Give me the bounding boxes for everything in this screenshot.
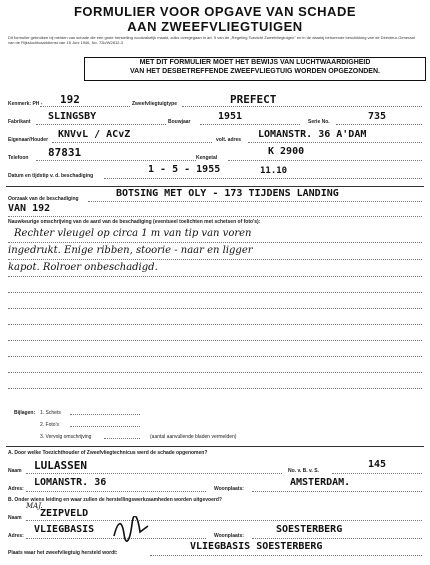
line-omschr9 <box>8 372 422 373</box>
value-a-woonplaats: AMSTERDAM. <box>290 477 351 488</box>
label-bouwjaar: Bouwjaar <box>168 119 191 125</box>
line-eigenaar <box>52 142 212 143</box>
line-a-woonplaats <box>252 491 422 492</box>
line-omschr10 <box>8 388 422 389</box>
label-a-nr: No. v. B. v. S. <box>288 468 319 474</box>
value-kenmerk: 192 <box>60 93 80 106</box>
label-a-naam: Naam <box>8 468 22 474</box>
label-bijlage-schets: 1. Schets <box>40 410 61 416</box>
line-kengetal <box>228 160 422 161</box>
line-a-nr <box>332 473 422 474</box>
line-kenmerk <box>40 106 130 107</box>
value-b-naam: ZEIPVELD <box>40 508 89 519</box>
form-fineprint: Dit formulier gebruiken bij melden van schade die een grote herstelling noodzakelijk maakt, zulks overgegaan in art. 9 van de „Regeling Toezicht Zweefvliegtuigen" en in de daarbij behorende beschikking van de Directeur-Generaal van de Rijksluchtvaartdienst van 15 Juni 1946, No. 72b/W2812-3 <box>8 35 415 45</box>
line-bijlage1 <box>70 414 140 415</box>
line-oorzaak2 <box>8 216 422 217</box>
value-b-adres: VLIEGBASIS <box>34 524 95 535</box>
line-omschr6 <box>8 324 422 325</box>
label-datum: Datum en tijdstip v. d. beschadiging <box>8 173 94 179</box>
line-bouwjaar <box>200 124 300 125</box>
label-b-woonplaats: Woonplaats: <box>214 533 244 539</box>
form-title-line2: AAN ZWEEFVLIEGTUIGEN <box>127 19 303 34</box>
line-omschr3 <box>8 276 422 277</box>
label-bijlage-fotos: 2. Foto's <box>40 422 60 428</box>
divider-2 <box>6 446 424 447</box>
value-a-nr: 145 <box>368 459 387 470</box>
value-oorzaak-line2: VAN 192 <box>8 203 51 214</box>
value-b-naam-prefix: MAJ. <box>26 502 43 510</box>
label-eigenaar: Eigenaar/Houder <box>8 137 49 143</box>
question-b: B. Onder wiens leiding en waar zullen de herstellingswerkzaamheden worden uitgevoerd? <box>8 497 222 503</box>
value-b-woonplaats: SOESTERBERG <box>276 524 343 535</box>
line-b-plaats <box>150 555 422 556</box>
value-telefoon: 87831 <box>48 146 82 159</box>
line-b-woonplaats <box>252 538 422 539</box>
value-type: PREFECT <box>230 93 277 106</box>
value-datum: 1 - 5 - 1955 <box>148 164 221 175</box>
label-b-adres: Adres: <box>8 533 24 539</box>
line-oorzaak1 <box>88 201 422 202</box>
label-a-woonplaats: Woonplaats: <box>214 486 244 492</box>
label-a-adres: Adres: <box>8 486 24 492</box>
value-omschrijving-line1: Rechter vleugel op circa 1 m van tip van voren <box>14 228 252 239</box>
line-bijlage2 <box>70 426 140 427</box>
line-omschr8 <box>8 356 422 357</box>
value-adres: LOMANSTR. 36 A'DAM <box>258 129 367 140</box>
value-b-plaats: VLIEGBASIS SOESTERBERG <box>190 541 323 552</box>
line-a-adres <box>26 491 206 492</box>
label-type: Zweefvliegtuigtype <box>132 101 178 107</box>
line-omschr5 <box>8 308 422 309</box>
label-oorzaak: Oorzaak van de beschadiging <box>8 196 79 202</box>
label-b-naam: Naam <box>8 515 22 521</box>
value-kengetal: K 2900 <box>268 146 305 157</box>
line-telefoon <box>36 160 196 161</box>
value-oorzaak-line1: BOTSING MET OLY - 173 TIJDENS LANDING <box>116 188 339 199</box>
value-fabrikant: SLINGSBY <box>48 111 97 122</box>
signature-mark <box>112 516 152 542</box>
label-b-plaats: Plaats waar het zweefvliegtuig hersteld wordt: <box>8 550 118 556</box>
question-a: A. Door welke Toezichthouder of Zweefvliegtechnicus werd de schade opgenomen? <box>8 450 208 456</box>
label-adres: volt. adres <box>216 137 242 143</box>
line-omschr4 <box>8 292 422 293</box>
divider-1 <box>6 186 424 187</box>
label-telefoon: Telefoon <box>8 155 29 161</box>
label-serie: Serie No. <box>308 119 330 125</box>
line-omschr1 <box>8 242 422 243</box>
value-omschrijving-line2: ingedrukt. Enige ribben, stoorie - naar en ligger <box>8 245 253 256</box>
label-bijlagen: Bijlagen: <box>14 410 36 416</box>
line-fabrikant <box>36 124 166 125</box>
value-eigenaar: KNVvL / ACvZ <box>58 129 131 140</box>
value-a-adres: LOMANSTR. 36 <box>34 477 107 488</box>
notice-box <box>84 57 426 81</box>
label-fabrikant: Fabrikant <box>8 119 31 125</box>
value-bouwjaar: 1951 <box>218 111 243 122</box>
line-bijlage3 <box>104 438 140 439</box>
label-bijlage-vervolg: 3. Vervolg omschrijving <box>40 434 92 440</box>
line-omschr7 <box>8 340 422 341</box>
label-aanvullende-bladen: (aantal aanvullende bladen vermelden) <box>150 434 237 440</box>
label-omschrijving: Nauwkeurige omschrijving van de aard van de beschadiging (eventueel toelichten met schetsen of foto's): <box>8 219 261 225</box>
value-tijd: 11.10 <box>260 166 288 176</box>
line-omschr2 <box>8 259 422 260</box>
label-kengetal: Kengetal <box>196 155 218 161</box>
line-adres <box>248 142 422 143</box>
label-kenmerk: Kenmerk: PH - <box>8 101 43 107</box>
line-type <box>182 106 422 107</box>
form-title-line1: FORMULIER VOOR OPGAVE VAN SCHADE <box>73 4 357 19</box>
value-a-naam: LULASSEN <box>34 459 87 472</box>
notice-line1: MET DIT FORMULIER MOET HET BEWIJS VAN LUCHTWAARDIGHEID <box>139 59 371 66</box>
line-a-naam <box>26 473 282 474</box>
line-b-naam <box>26 520 422 521</box>
line-datum <box>104 178 422 179</box>
value-omschrijving-line3: kapot. Rolroer onbeschadigd. <box>8 262 158 273</box>
line-serie <box>336 124 422 125</box>
value-serie: 735 <box>368 111 387 122</box>
notice-line2: VAN HET DESBETREFFENDE ZWEEFVLIEGTUIG WORDEN OPGEZONDEN. <box>130 68 380 75</box>
